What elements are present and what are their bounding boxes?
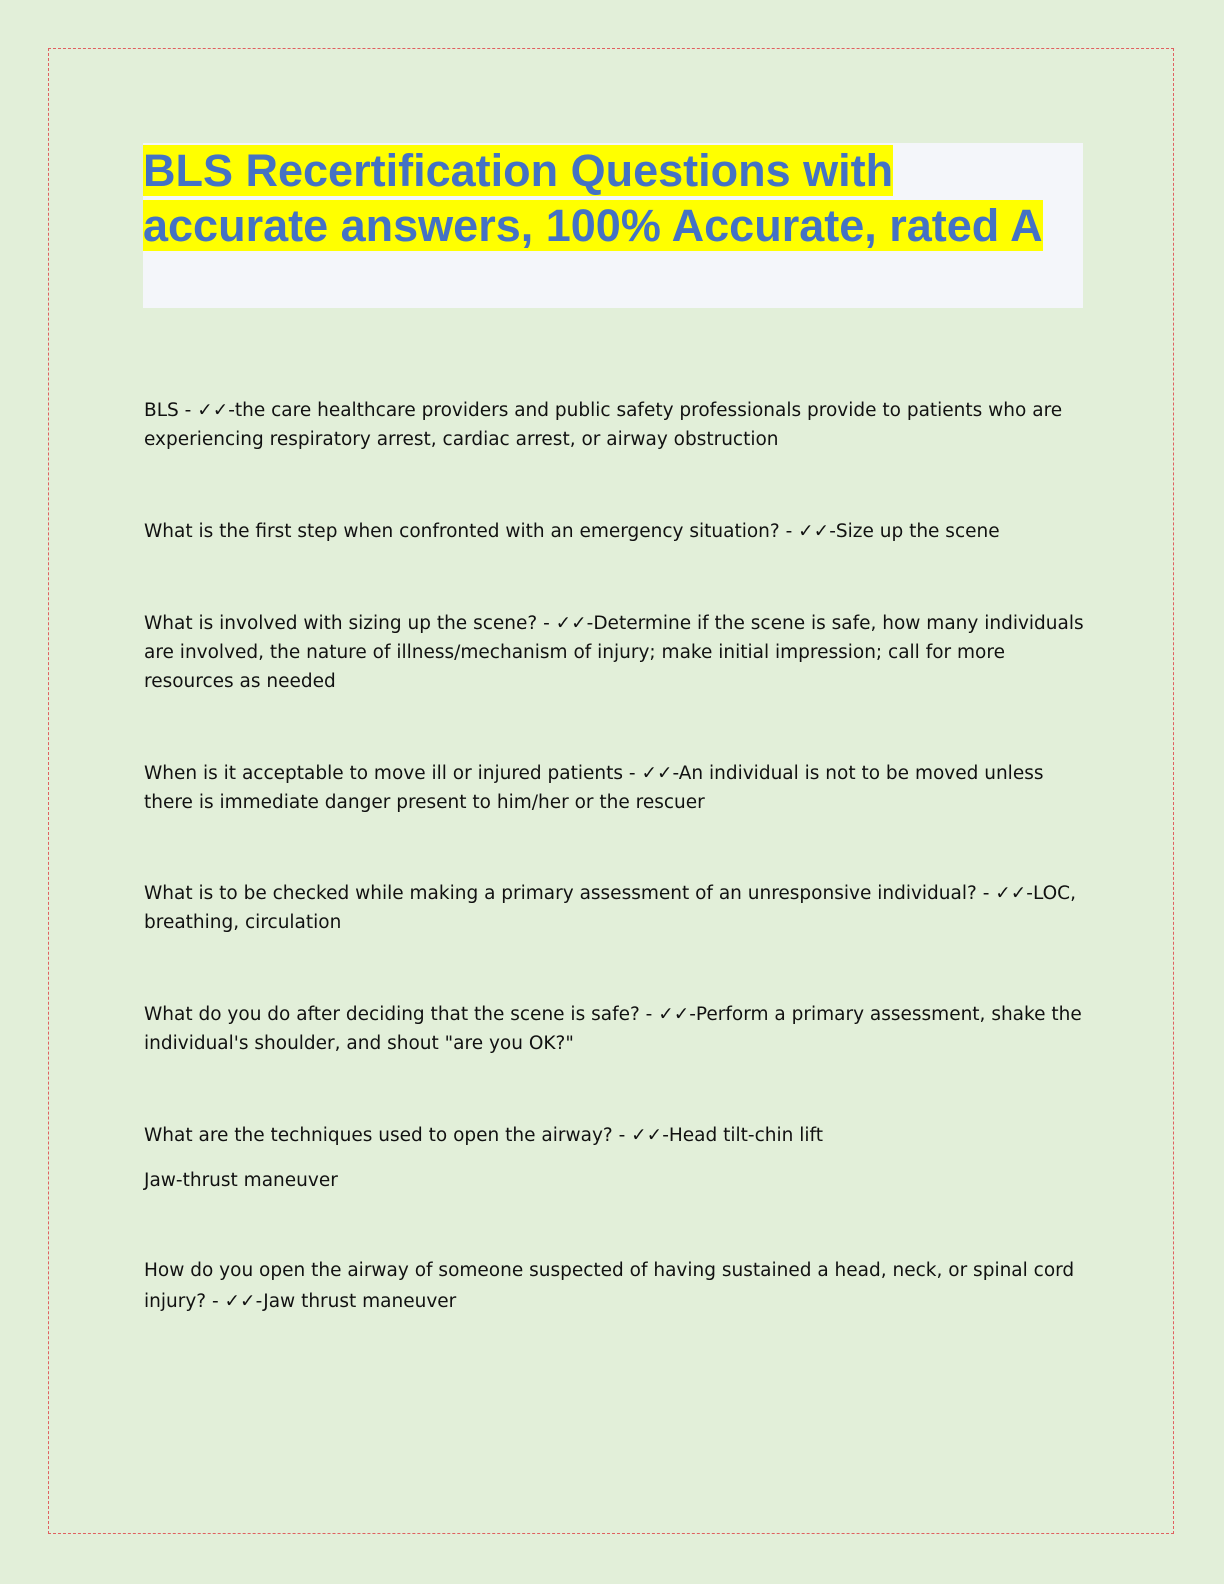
- answer-text: Jaw-thrust maneuver: [144, 1170, 338, 1191]
- qa-item: [144, 759, 1084, 817]
- question-text: What is the first step when confronted with an emergency situation? -: [144, 521, 799, 542]
- qa-item: [144, 609, 1084, 696]
- document-title-highlight: BLS Recertification Questions with accurate answers, 100% Accurate, rated A: [143, 145, 1043, 251]
- check-mark-icon: ✓✓: [641, 763, 673, 784]
- qa-item: [144, 1000, 1084, 1058]
- qa-item: [144, 1255, 1084, 1317]
- qa-item: [144, 396, 1084, 454]
- check-mark-icon: ✓✓: [995, 883, 1027, 904]
- answer-text: -Size up the scene: [829, 521, 1000, 542]
- answer-text: -An individual is not to be moved unless there is immediate danger present to him/her or the rescuer: [144, 763, 1044, 813]
- question-text: What is involved with sizing up the scene? -: [144, 613, 556, 634]
- answer-text: -LOC, breathing, circulation: [144, 883, 1076, 933]
- qa-item: [144, 879, 1084, 937]
- check-mark-icon: ✓✓: [658, 1004, 690, 1025]
- question-text: What do you do after deciding that the scene is safe? -: [144, 1004, 659, 1025]
- question-text: When is it acceptable to move ill or injured patients -: [144, 763, 642, 784]
- document-title: [143, 143, 1083, 253]
- answer-text: -Head tilt-chin lift: [662, 1125, 823, 1146]
- check-mark-icon: ✓✓: [197, 400, 229, 421]
- qa-item: [144, 1121, 1084, 1150]
- question-text: BLS -: [144, 400, 198, 421]
- question-text: What are the techniques used to open the airway? -: [144, 1125, 632, 1146]
- check-mark-icon: ✓✓: [555, 613, 587, 634]
- answer-text: -Perform a primary assessment, shake the individual's shoulder, and shout "are you OK?": [144, 1004, 1082, 1054]
- qa-item-continuation: [144, 1166, 1084, 1195]
- question-text: What is to be checked while making a primary assessment of an unresponsive individual? -: [144, 883, 996, 904]
- question-text: How do you open the airway of someone suspected of having sustained a head, neck, or spinal cord injury? -: [144, 1260, 1075, 1312]
- answer-text: -Jaw thrust maneuver: [255, 1291, 457, 1312]
- check-mark-icon: ✓✓: [798, 521, 830, 542]
- check-mark-icon: ✓✓: [224, 1291, 256, 1312]
- answer-text: -Determine if the scene is safe, how many individuals are involved, the nature of illness/mechanism of injury; make initial impression; call for more resources as needed: [144, 613, 1084, 692]
- check-mark-icon: ✓✓: [631, 1125, 663, 1146]
- qa-item: [144, 517, 1084, 546]
- answer-text: -the care healthcare providers and public safety professionals provide to patients who are experiencing respiratory arrest, cardiac arrest, or airway obstruction: [144, 400, 1063, 450]
- title-block: [143, 143, 1083, 308]
